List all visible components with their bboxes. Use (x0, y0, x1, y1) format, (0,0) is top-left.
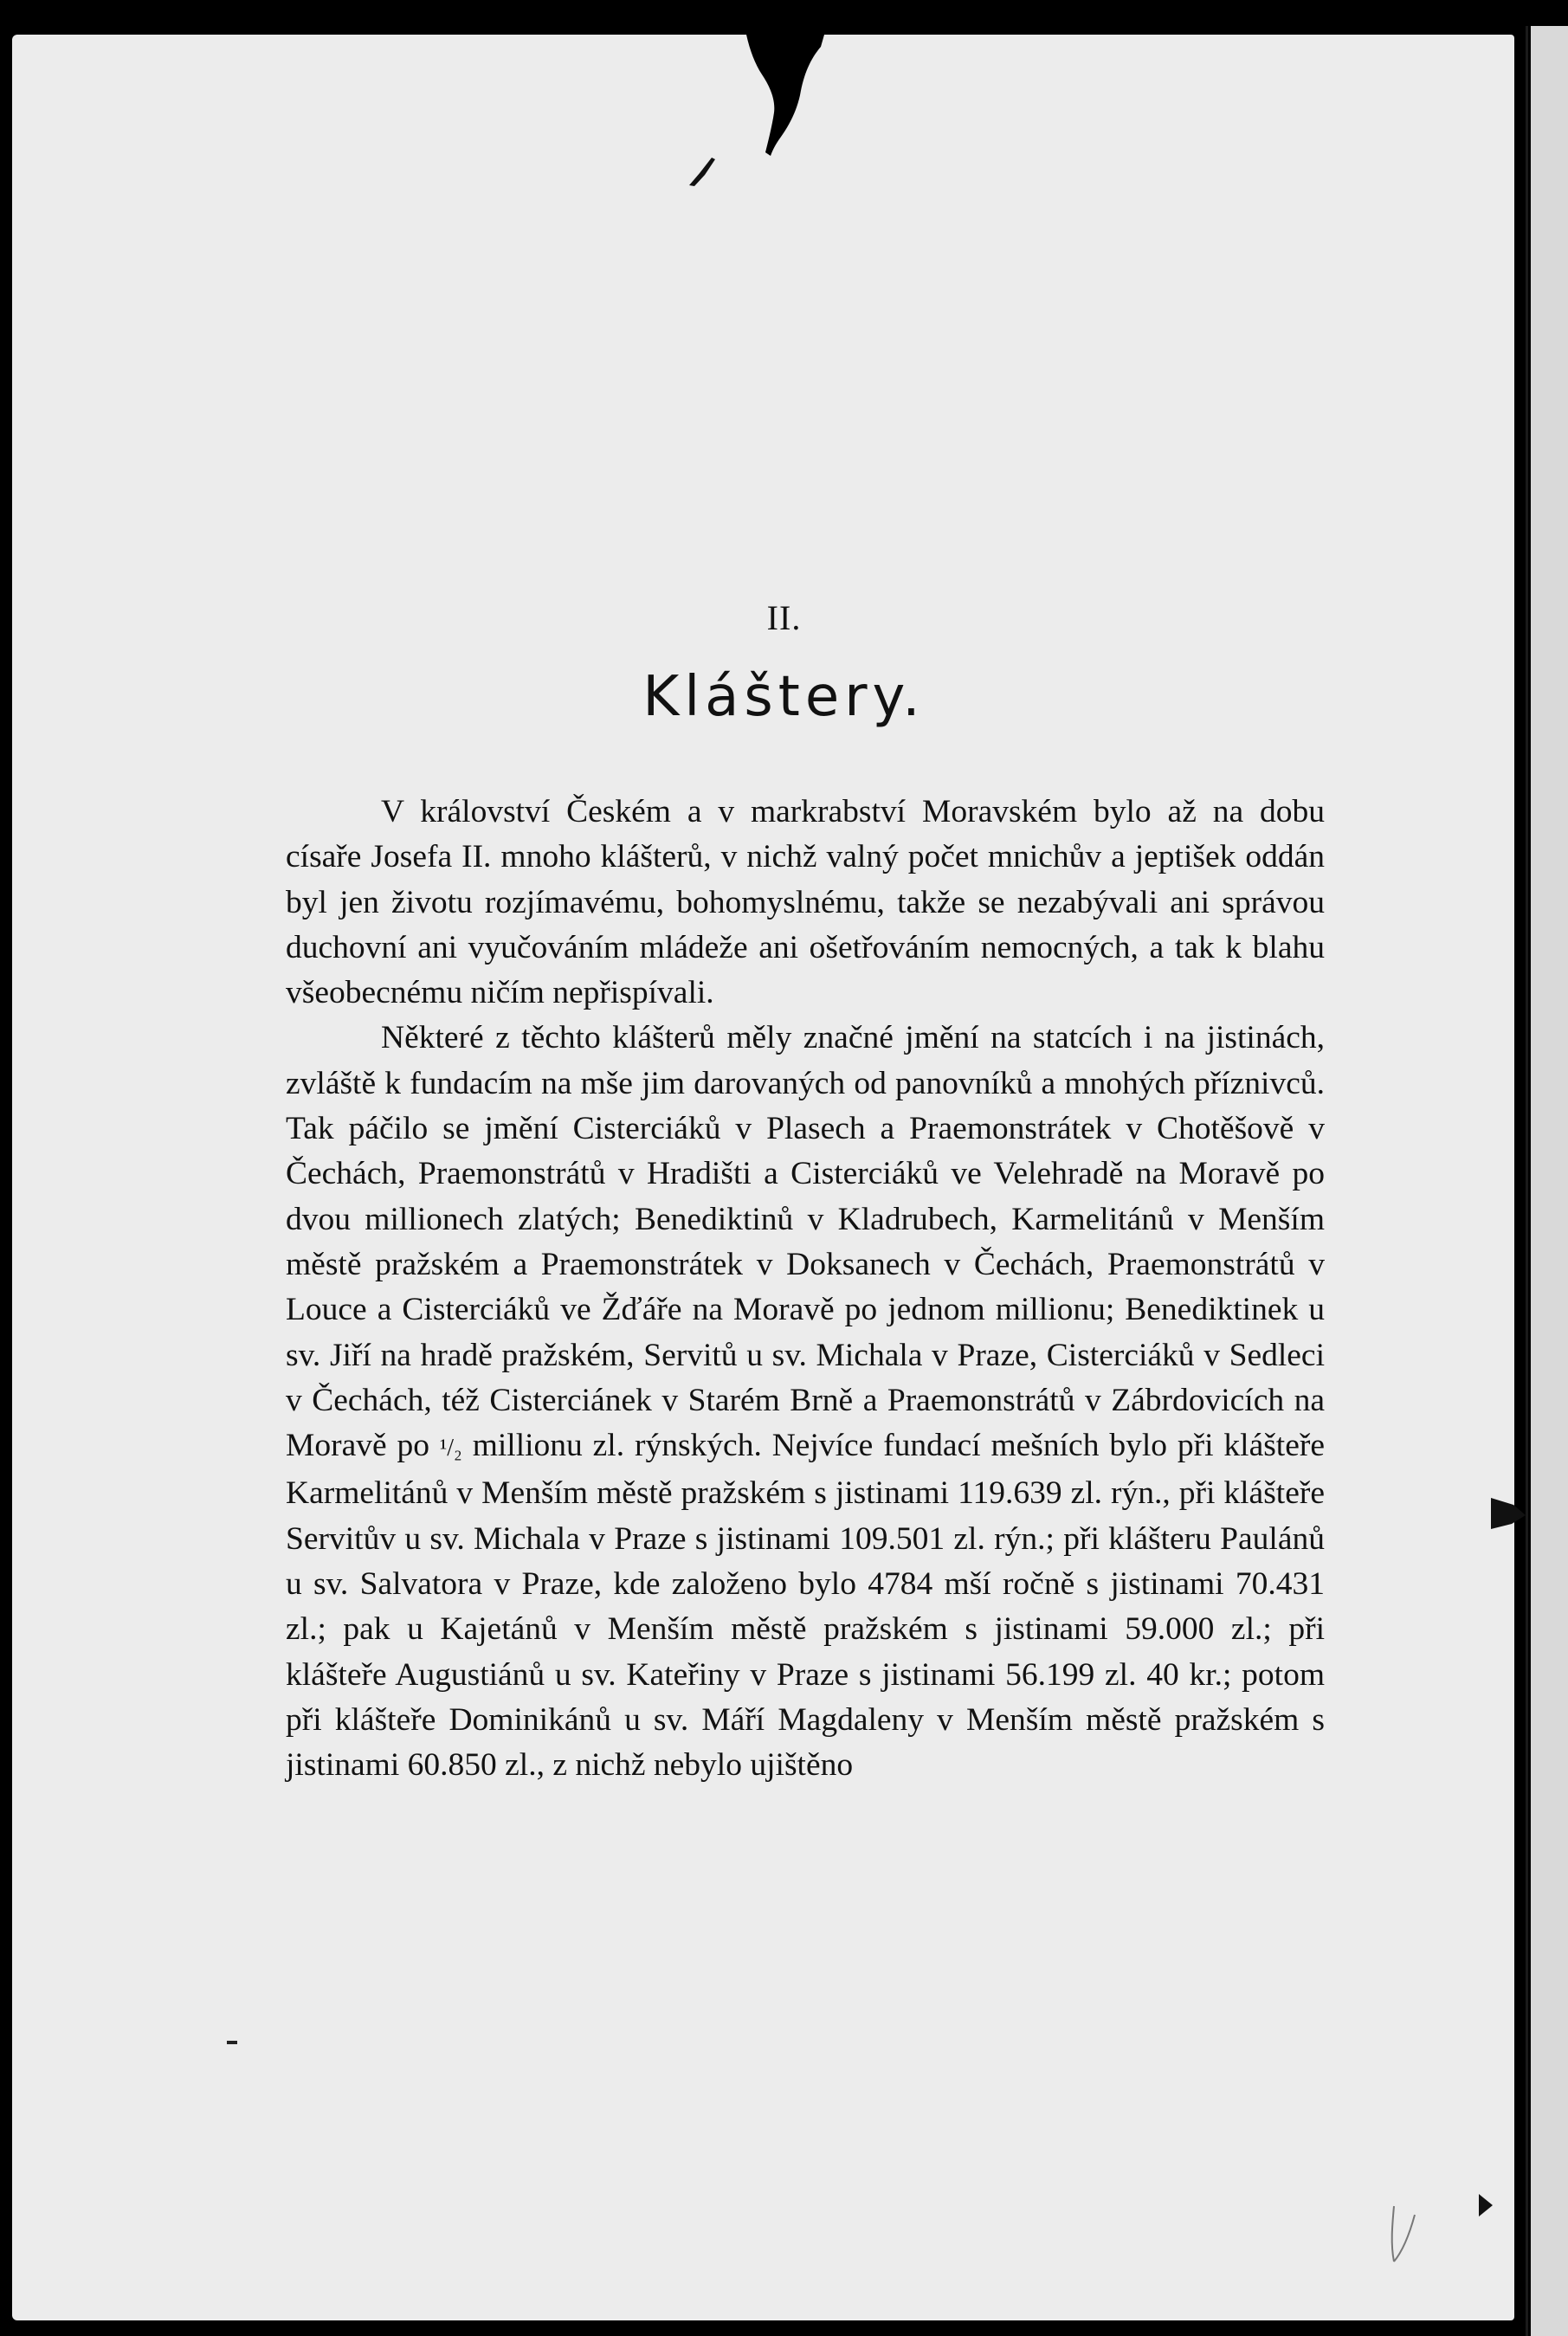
paragraph-2-part-1: Některé z těchto klášterů měly značné jmění na statcích i na jistinách, zvláště k fundacím na mše jim darovaných od panovníků a mnohých příznivců. Tak páčilo se jmění Cisterciáků v Plasech a Praemonstrátek v Chotěšově v Čechách, Praemonstrátů v Hradišti a Cisterciáků ve Velehradě na Moravě po dvou millionech zlatých; Benediktinů v Kladrubech, Karmelitánů v Menším městě pražském a Praemonstrátek v Doksanech v Čechách, Praemonstrátů v Louce a Cisterciáků ve Žďáře na Moravě po jednom millionu; Benediktinek u sv. Jiří na hradě pražském, Servitů u sv. Michala v Praze, Cisterciáků v Sedleci v Čechách, též Cisterciánek v Starém Brně a Praemonstrátů v Zábrdovicích na Moravě po (286, 1020, 1325, 1464)
page-gutter-line (1526, 26, 1528, 2336)
ink-speck (687, 154, 717, 187)
paragraph-2-part-2: millionu zl. rýnských. Nejvíce fundací mešních bylo při klášteře Karmelitánů v Menším městě pražském s jistinami 119.639 zl. rýn., při klášteře Servitův u sv. Michala v Praze s jistinami 109.501 zl. rýn.; při klášteru Paulánů u sv. Salvatora v Praze, kde založeno bylo 4784 mší ročně s jistinami 70.431 zl.; pak u Kajetánů v Menším městě pražském s jistinami 59.000 zl.; při klášteře Augustiánů u sv. Kateřiny v Praze s jistinami 56.199 zl. 40 kr.; potom při klášteře Dominikánů u sv. Máří Magdaleny v Menším městě pražském s jistinami 60.850 zl., z nichž nebylo ujištěno (286, 1428, 1326, 1784)
paragraph-1: V království Českém a v markrabství Moravském bylo až na dobu císaře Josefa II. mnoho klášterů, v nichž valný počet mnichův a jeptišek oddán byl jen životu rozjímavému, bohomyslnému, takže se nezabývali ani správou duchovní ani vyučováním mládeže ani ošetřováním nemocných, a tak k blahu všeobecnému ničím nepřispívali. (286, 794, 1325, 1011)
pencil-mark (1385, 2199, 1420, 2268)
arrow-mark (1477, 2192, 1494, 2218)
adjacent-page-edge (1531, 26, 1568, 2336)
paragraph-2 (286, 1016, 1325, 1788)
torn-notch (746, 35, 824, 165)
body-text (286, 790, 1325, 1789)
section-title: Kláštery. (642, 665, 926, 729)
section-number: II. (766, 598, 802, 637)
page-tab-mark (1491, 1494, 1526, 1531)
half-fraction: ¹/₂ (439, 1435, 462, 1462)
ink-dot (227, 2039, 237, 2046)
